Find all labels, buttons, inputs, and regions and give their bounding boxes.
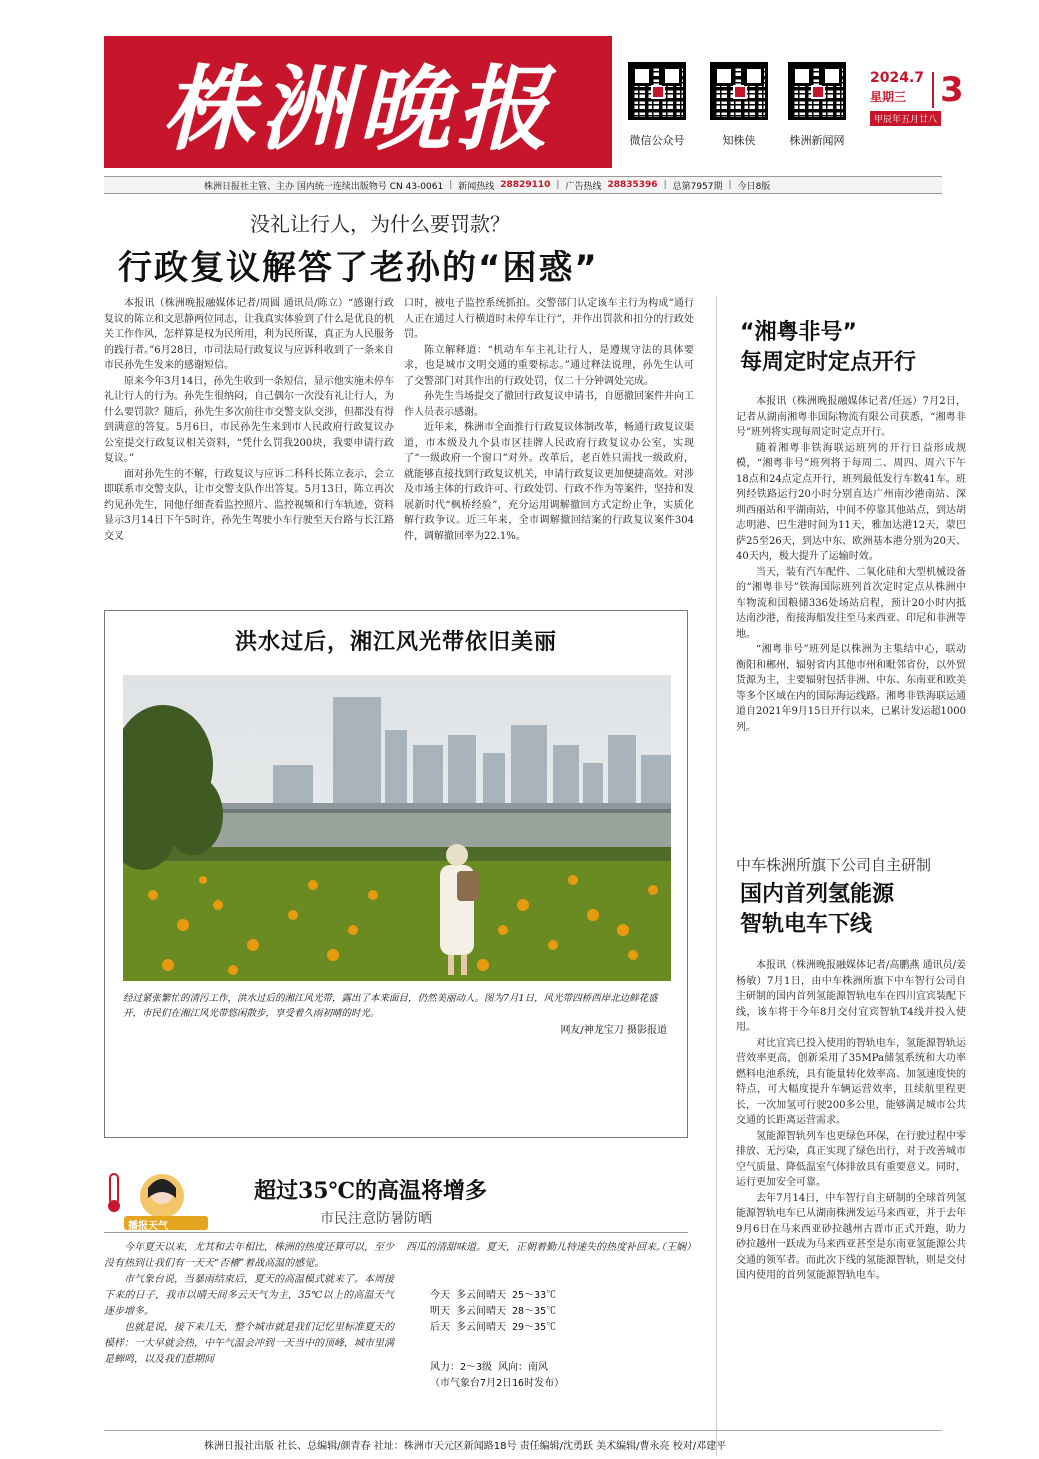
- ad-hotline: 28835396: [607, 180, 658, 190]
- headline-line: 国内首列氢能源: [740, 882, 895, 907]
- article-paragraph: 今年夏天以来，尤其和去年相比，株洲的热度还算可以，至少没有热到让我们有一天天“否稽”着战高温的感觉。: [104, 1242, 394, 1269]
- article-paragraph: 本报讯（株洲晚报融媒体记者/任远）7月2日，记者从湖南湘粤非国际物流有限公司获悉，“湘粤非号”班列将实现每周定时定点开行。: [736, 396, 966, 438]
- article-paragraph: 孙先生当场提交了撤回行政复议申请书，自愿撤回案件并向工作人员表示感谢。: [404, 391, 694, 418]
- date-block: [870, 70, 924, 105]
- page-number: 3: [932, 72, 964, 108]
- riverside-photo[interactable]: [123, 675, 671, 981]
- masthead-logo: [104, 36, 612, 168]
- page-count: 今日8版: [737, 181, 771, 192]
- forecast-row: 明天 多云间晴天 28～35℃: [430, 1306, 557, 1317]
- weather-column-logo: [104, 1168, 214, 1232]
- lead-article-left-column: [104, 296, 394, 544]
- zhongche-kicker: 中车株洲所旗下公司自主研制: [736, 856, 932, 874]
- xiangyue-article: [736, 394, 966, 735]
- qr-code-icon: [628, 62, 686, 120]
- forecast-wind: 风力：2～3级 风向：南风: [430, 1362, 549, 1373]
- photo-story-box: [104, 610, 688, 1138]
- news-hotline: 28829110: [500, 180, 551, 190]
- forecast-source: （市气象台7月2日16时发布）: [430, 1378, 565, 1389]
- article-paragraph: 近年来，株洲市全面推行行政复议体制改革，畅通行政复议渠道，市本级及九个县市区挂牌人民政府行政复议办公室，实现了“一级政府一个窗口”对外。改革后，老百姓只需找一级政府，就能够直接找到行政复议机关，申请行政复议更加便捷高效。对涉及市场主体的行政许可、行政处罚、行政不作为等案件，坚持和发展新时代“枫桥经验”，充分运用调解撤回方式定纷止争，实质化解行政争议。近三年来，全市调解撤回结案的行政复议案件304件，调解撤回率为22.1%。: [404, 422, 694, 542]
- qr-label-zhizhuxia: 知株侠: [722, 134, 756, 147]
- article-paragraph: 西瓜的清甜味道。夏天，正朝着勤儿特速失的热度补回来。: [406, 1242, 666, 1253]
- headline-line: 智轨电车下线: [740, 912, 873, 937]
- weather-forecast: [430, 1288, 564, 1392]
- publisher-info: 株洲日报社主管、主办 国内统一连续出版物号 CN 43-0061: [204, 181, 444, 192]
- weather-subheadline: 市民注意防暑防晒: [320, 1211, 432, 1227]
- weather-article-left: [104, 1240, 394, 1368]
- qr-label-news-site: 株洲新闻网: [789, 134, 845, 147]
- article-paragraph: 口时，被电子监控系统抓拍。交警部门认定该车主行为构成“通行人正在通过人行横道时未停车让行”，并作出罚款和扣分的行政处罚。: [404, 298, 694, 340]
- qr-code-icon: [710, 62, 768, 120]
- forecast-row: 后天 多云间晴天 29～35℃: [430, 1322, 557, 1333]
- forecast-row: 今天 多云间晴天 25～33℃: [430, 1290, 557, 1301]
- lead-kicker: 没礼让行人，为什么要罚款？: [250, 212, 510, 236]
- ad-hotline-label: 广告热线: [565, 181, 602, 192]
- article-paragraph: 本报讯（株洲晚报融媒体记者/高鹏燕 通讯员/姜杨敏）7月1日，由中车株洲所旗下中车智行公司自主研制的国内首列氢能源智轨电车在四川宜宾装配下线，该车将于今年8月交付宜宾智轨T4线并投入使用。: [736, 960, 966, 1033]
- lunar-date: 甲辰年五月廿八: [870, 111, 941, 126]
- article-paragraph: 去年7月14日，中车智行自主研制的全球首列氢能源智轨电车已从湖南株洲发运马来西亚，并于去年9月6日在马来西亚砂拉越州古晋市正式开跑，助力砂拉越州一跃成为马来西亚甚至是东南亚氢能源公共交通的领军者。而此次下线的氢能源智轨，则是交付国内使用的首列氢能源智轨电车。: [736, 1192, 966, 1281]
- qr-wechat[interactable]: [628, 62, 686, 120]
- qr-code-icon: [788, 62, 846, 120]
- weekday: 星期三: [870, 90, 907, 104]
- publication-info-bar: 株洲日报社主管、主办 国内统一连续出版物号 CN 43-0061 | 新闻热线 28829110 | 广告热线 28835396 | 总第7957期 | 今日8版: [104, 176, 942, 194]
- zhongche-headline[interactable]: [740, 880, 894, 940]
- issue-date: 2024.7: [870, 70, 925, 86]
- article-paragraph: 市气象台说，当暴雨结束后，夏天的高温模式就来了。本周接下来的日子，我市以晴天间多云天气为主，35℃以上的高温天气逐步增多。: [104, 1274, 394, 1317]
- page-footer: 株洲日报社出版 社长、总编辑/颜青春 社址：株洲市天元区新闻路18号 责任编辑/沈勇跃 美术编辑/曹永亮 校对/邓建平: [104, 1430, 942, 1452]
- article-paragraph: 对比宜宾已投入使用的智轨电车，氢能源智轨运营效率更高，创新采用了35MPa储氢系统和大功率燃料电池系统，具有能量转化效率高、加氢速度快的特点，可大幅度提升车辆运营效率，且续航里程更长，一次加氢可行驶200多公里，能够满足城市公共交通的长距离运营需求。: [736, 1037, 966, 1126]
- weather-author: （王娴）: [656, 1242, 696, 1253]
- article-paragraph: 也就是说，接下来几天，整个城市就是我们记忆里标准夏天的模样：一大早就会热，中午气温会冲到一天当中的顶峰，城市里满是蝉鸣，以及我们惹期间: [104, 1322, 394, 1365]
- qr-zhizhuxia[interactable]: [710, 62, 768, 120]
- lead-headline[interactable]: 行政复议解答了老孙的“困惑”: [118, 248, 599, 288]
- article-paragraph: 氢能源智轨列车也更绿色环保，在行驶过程中零排放、无污染，真正实现了绿色出行，对于改善城市空气质量、降低温室气体排放具有重要意义。同时，运行更加安全可靠。: [736, 1130, 966, 1188]
- article-paragraph: “湘粤非号”班列是以株洲为主集结中心，联动衡阳和郴州，辐射省内其他市州和毗邻省份，以外贸货源为主，主要辐射包括非洲、中东、东南亚和欧美等多个区域在内的国际海运线路。湘粤非铁海联运通道自2021年9月15日开行以来，已累计发运超1000列。: [736, 644, 966, 733]
- article-paragraph: 当天，装有汽车配件、二氧化硅和大型机械设备的“湘粤非号”铁海国际班列首次定时定点从株洲中车物流和国粮储336处场站启程，预计20小时内抵达南沙港，衔接海船发往至马来西亚、印尼和非洲等地。: [736, 566, 966, 640]
- article-paragraph: 面对孙先生的不解，行政复议与应诉二科科长陈立表示，会立即联系市交警支队，让市交警支队作出答复。5月13日，陈立再次约见孙先生，同他仔细查看监控照片、监控视频和行车轨迹，资料显示3月14日下午5时许，孙先生驾驶小车行驶至天台路与长江路交叉: [104, 468, 394, 542]
- xiangyue-headline[interactable]: [740, 318, 916, 378]
- headline-line: 每周定时定点开行: [740, 350, 917, 375]
- weather-article-right: [406, 1240, 696, 1256]
- photo-credit: 网友/神龙宝刀 摄影报道: [560, 1025, 667, 1036]
- weather-divider: [104, 1232, 688, 1233]
- lead-article-right-column: [404, 296, 694, 544]
- headline-line: “湘粤非号”: [740, 320, 857, 345]
- hotline-label: 新闻热线: [458, 181, 495, 192]
- photo-caption: 经过紧张繁忙的清污工作，洪水过后的湘江风光带，露出了本来面目，仍然美丽动人。图为7月1日，风光带四桥西岸北边鲜花盛开，市民们在湘江风光带悠闲散步，享受着久雨初晴的时光。: [123, 993, 658, 1019]
- issue-number: 总第7957期: [672, 181, 723, 192]
- weather-headline[interactable]: 超过35℃的高温将增多: [254, 1178, 487, 1204]
- newspaper-name: 株洲晚报: [161, 55, 554, 163]
- qr-news-site[interactable]: [788, 62, 846, 120]
- article-paragraph: 本报讯（株洲晚报融媒体记者/周圆 通讯员/陈立）“感谢行政复议的陈立和文思静两位同志，让我真实体验到了什么是优良的机关工作作风，怎样算是权为民所用，利为民所谋，真正为人民服务的践行者。”6月28日，市司法局行政复议与应诉科收到了一条来自市民孙先生发来的感谢短信。: [104, 298, 394, 371]
- zhongche-article: [736, 958, 966, 1284]
- article-paragraph: 随着湘粤非铁海联运班列的开行日益形成规模，“湘粤非号”班列将于每周二、周四、周六下午18点和24点定点开行，班列最低发行车数41车。班列经铁路运行20小时分别直达广州南沙港南站、深圳西丽站和平湖南站，中间不停靠其他站点，到达胡志明港、巴生港时间为11天，雅加达港12天，蒙巴萨25至26天，到达中东、欧洲基本港分别为20天、40天内，极大提升了运输时效。: [736, 442, 966, 562]
- qr-label-wechat: 微信公众号: [629, 134, 685, 147]
- article-paragraph: 陈立解释道：“机动车车主礼让行人，是遵规守法的具体要求，也是城市文明交通的重要标志。”通过释法说理，孙先生认可了交警部门对其作出的行政处罚，仅二十分钟调处完成。: [404, 344, 694, 387]
- riverside-photo-illustration: [123, 675, 671, 981]
- column-divider: [716, 296, 717, 1456]
- weather-logo-label: 播报天气: [128, 1221, 168, 1232]
- article-paragraph: 原来今年3月14日，孙先生收到一条短信，显示他实施未停车礼让行人的行为。孙先生很纳闷，自己偶尔一次没有礼让行人，为什么要罚款？随后，孙先生多次前往市交警支队交涉，但都没有得到满意的答复。5月6日，市民孙先生来到市人民政府行政复议办公室提交行政复议相关资料，“凭什么罚我200块，我要申请行政复议。”: [104, 375, 394, 464]
- photo-story-title[interactable]: 洪水过后，湘江风光带依旧美丽: [234, 630, 557, 655]
